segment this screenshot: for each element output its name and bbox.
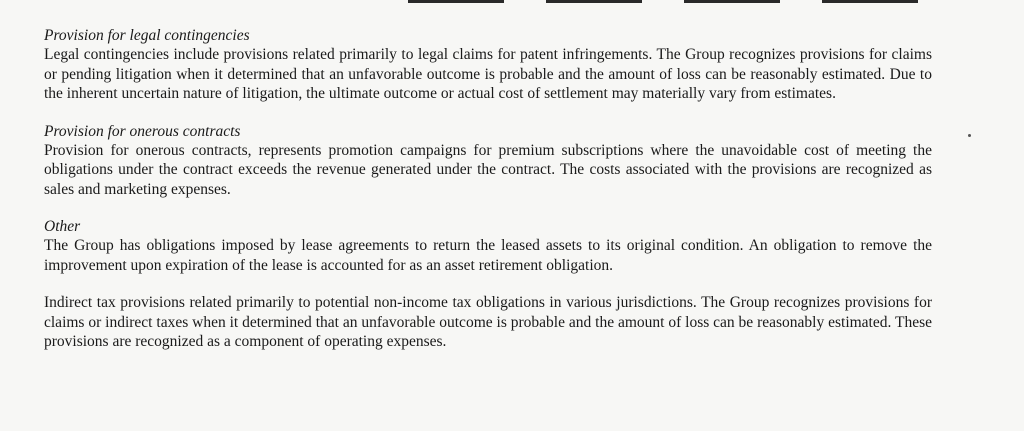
closing-paragraph: Indirect tax provisions related primarily to potential non-income tax obligations in various jurisdictions. The Group recognizes provisions for claims or indirect taxes when it determined that an unfavorable outcome is probable and the amount of loss can be reasonably estimated. These provisions are recognized as a component of operating expenses.: [44, 294, 932, 350]
table-rule-2: [546, 0, 642, 3]
section-onerous-contracts: [44, 122, 932, 200]
section-indirect-tax: [44, 293, 932, 352]
section-legal-contingencies: [44, 26, 932, 104]
section-heading: Provision for legal contingencies: [44, 27, 250, 44]
document-page: [44, 26, 932, 370]
section-heading: Other: [44, 218, 81, 235]
stray-mark: [968, 134, 971, 137]
section-body: Provision for onerous contracts, represents promotion campaigns for premium subscriptions where the unavoidable cost of meeting the obligations under the contract exceeds the revenue generated under the contract. The costs associated with the provisions are recognized as sales and marketing expenses.: [44, 141, 932, 198]
section-body: Legal contingencies include provisions related primarily to legal claims for patent infringements. The Group recognizes provisions for claims or pending litigation when it determined that an unfavorable outcome is probable and the amount of loss can be reasonably estimated. Due to the inherent uncertain nature of litigation, the ultimate outcome or actual cost of settlement may materially vary from estimates.: [44, 46, 932, 102]
table-rule-3: [684, 0, 780, 3]
section-body: The Group has obligations imposed by lease agreements to return the leased assets to its original condition. An obligation to remove the improvement upon expiration of the lease is accounted for as an asset retirement obligation.: [44, 237, 932, 274]
table-rule-1: [408, 0, 504, 3]
section-heading: Provision for onerous contracts: [44, 122, 241, 140]
section-other: [44, 217, 932, 275]
table-rule-4: [822, 0, 918, 3]
